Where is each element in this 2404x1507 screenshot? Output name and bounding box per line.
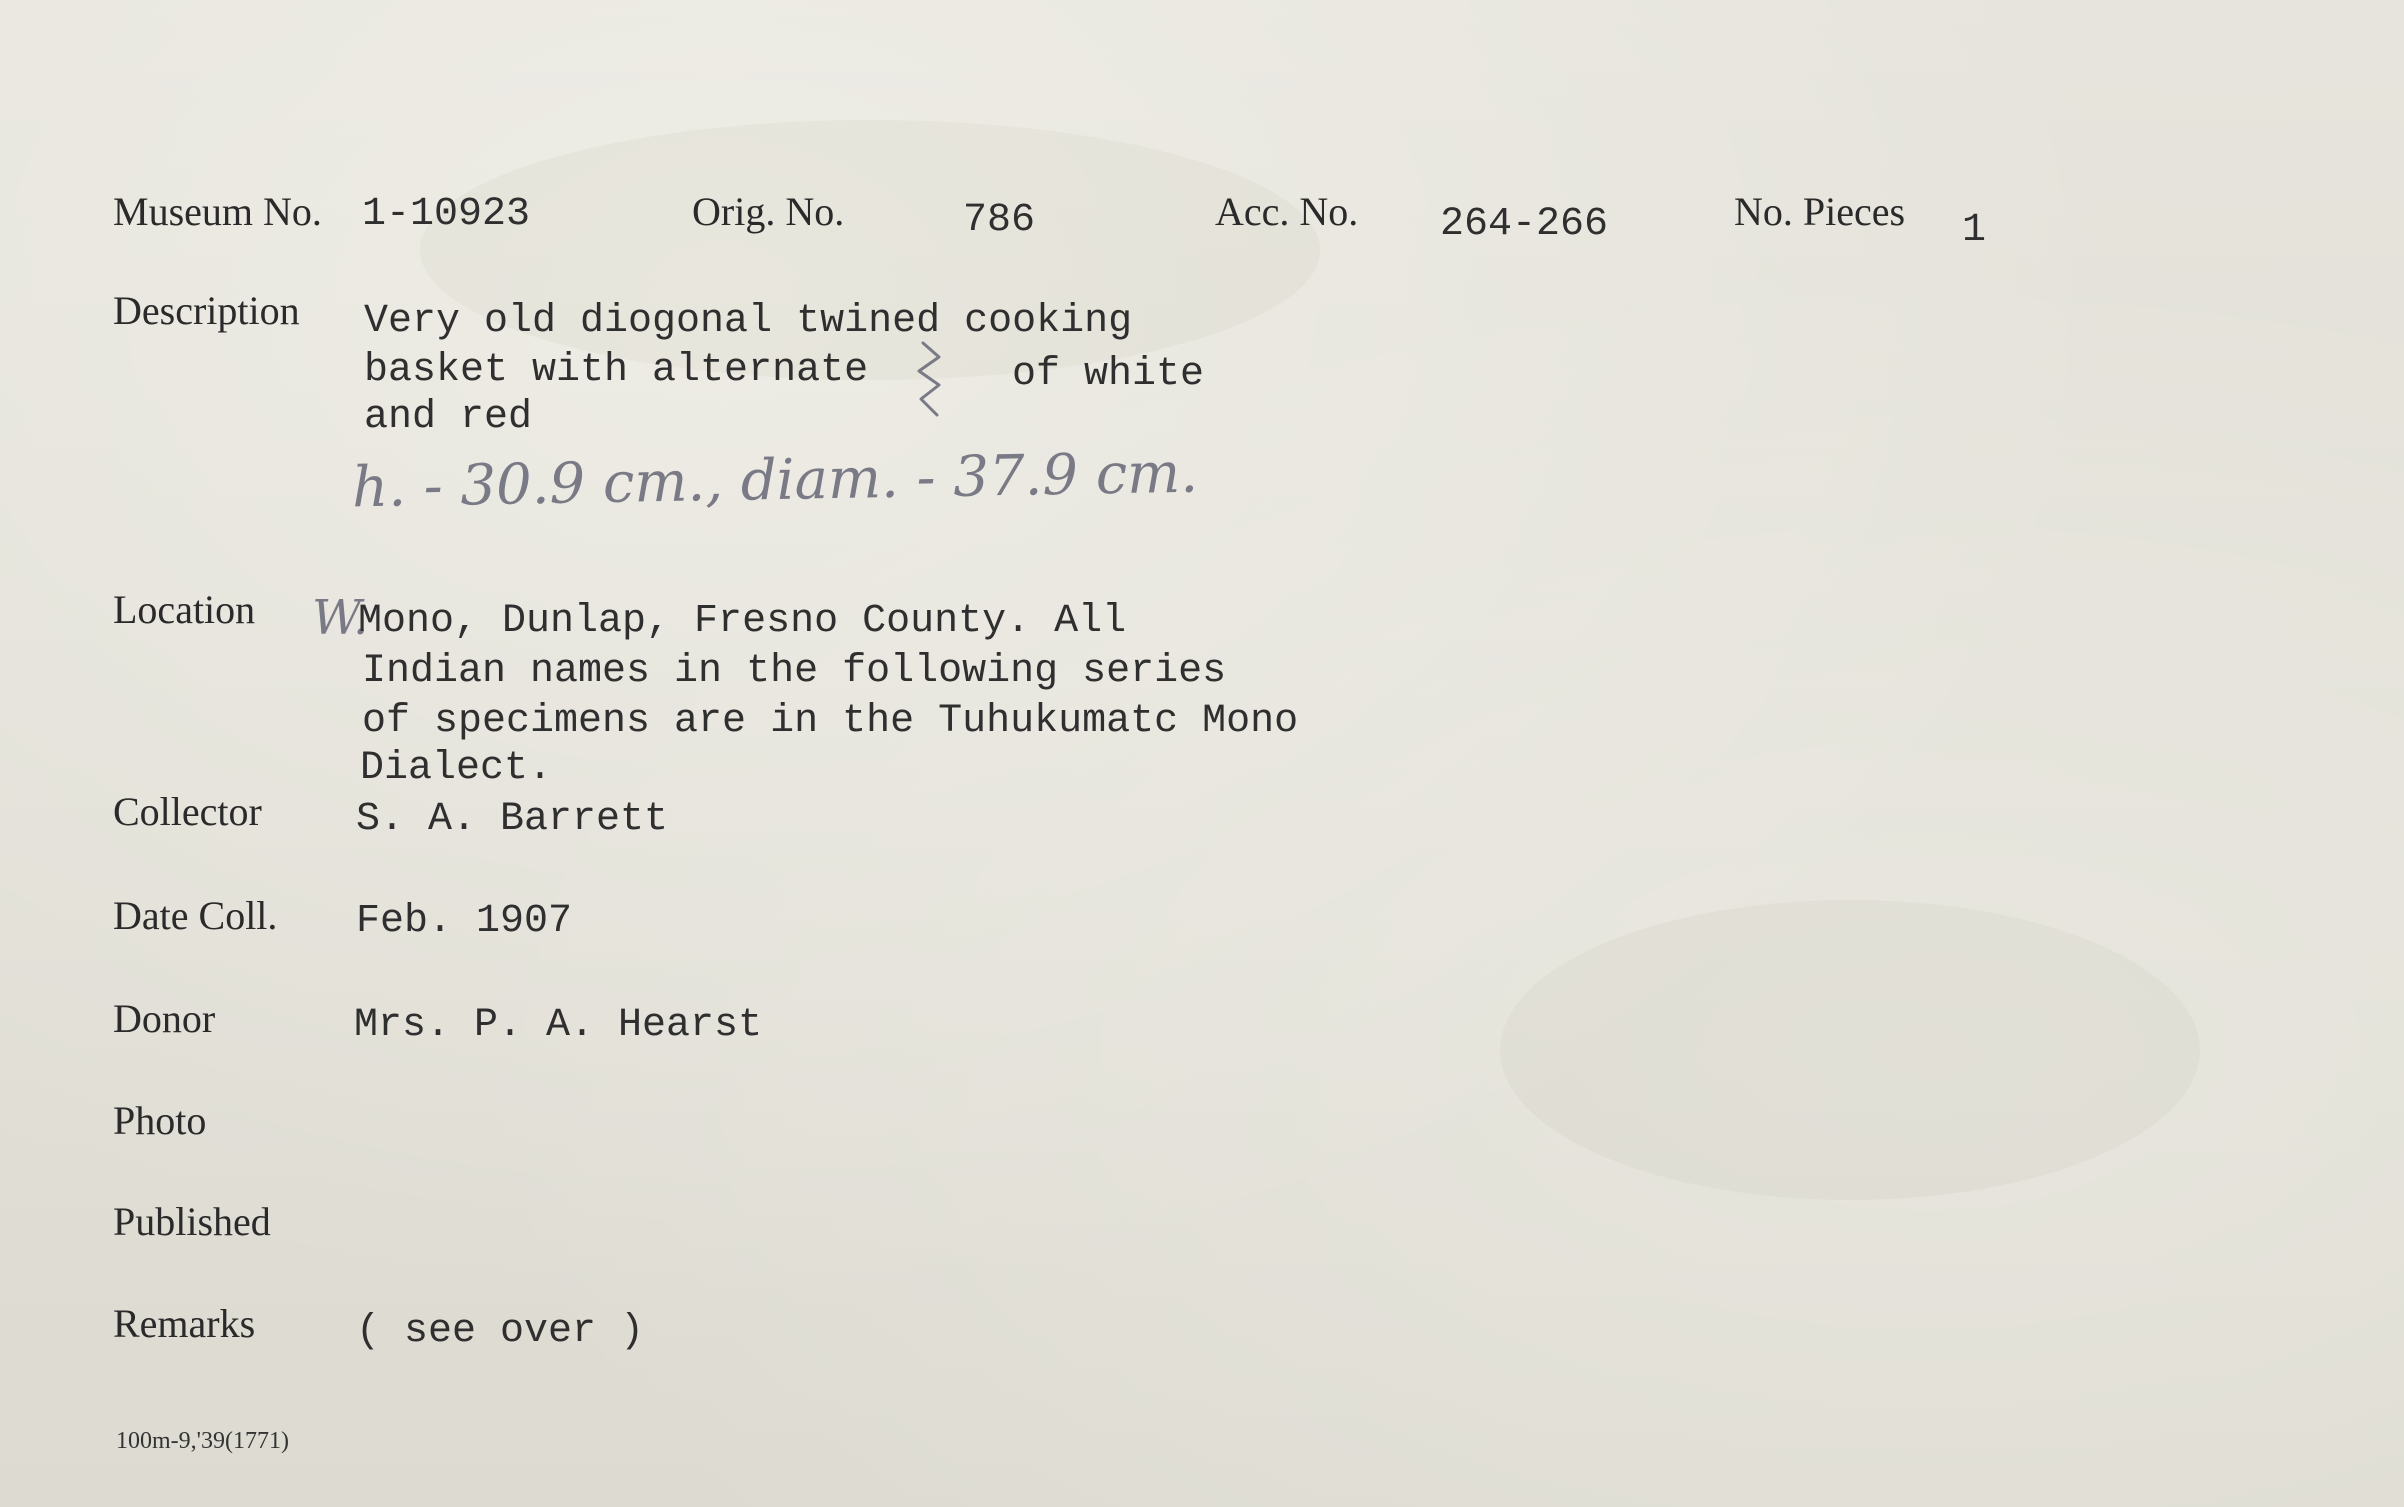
description-line-2: basket with alternate	[364, 348, 869, 393]
donor-value: Mrs. P. A. Hearst	[354, 1003, 763, 1048]
no-pieces-value: 1	[1962, 208, 1987, 253]
print-code: 100m-9,'39(1771)	[116, 1428, 289, 1454]
orig-no-value: 786	[963, 198, 1036, 243]
acc-no-value: 264-266	[1440, 202, 1609, 247]
description-label: Description	[113, 288, 300, 333]
location-line-3: of specimens are in the Tuhukumatc Mono	[362, 699, 1299, 744]
location-handwritten-prefix: W.	[312, 590, 369, 646]
published-label: Published	[113, 1199, 271, 1244]
photo-label: Photo	[113, 1098, 207, 1143]
description-line-3: of white	[1012, 352, 1205, 397]
description-line-4: and red	[364, 395, 533, 440]
location-label: Location	[113, 587, 256, 632]
location-line-4: Dialect.	[360, 746, 553, 791]
collector-value: S. A. Barrett	[356, 797, 669, 842]
date-coll-label: Date Coll.	[113, 893, 278, 938]
remarks-value: ( see over )	[356, 1309, 645, 1354]
remarks-label: Remarks	[113, 1301, 256, 1346]
description-line-1: Very old diogonal twined cooking	[364, 299, 1133, 344]
museum-no-value: 1-10923	[362, 192, 531, 237]
collector-label: Collector	[113, 789, 262, 834]
date-coll-value: Feb. 1907	[356, 899, 573, 944]
orig-no-label: Orig. No.	[692, 189, 845, 234]
zigzag-mark-icon	[905, 335, 955, 430]
location-line-2: Indian names in the following series	[362, 649, 1227, 694]
paper-stain	[1500, 900, 2200, 1200]
acc-no-label: Acc. No.	[1215, 189, 1359, 234]
donor-label: Donor	[113, 996, 216, 1041]
location-line-1: Mono, Dunlap, Fresno County. All	[358, 599, 1127, 644]
no-pieces-label: No. Pieces	[1734, 189, 1906, 234]
museum-no-label: Museum No.	[113, 189, 322, 234]
handwritten-dimensions: h. - 30.9 cm., diam. - 37.9 cm.	[351, 440, 1199, 521]
